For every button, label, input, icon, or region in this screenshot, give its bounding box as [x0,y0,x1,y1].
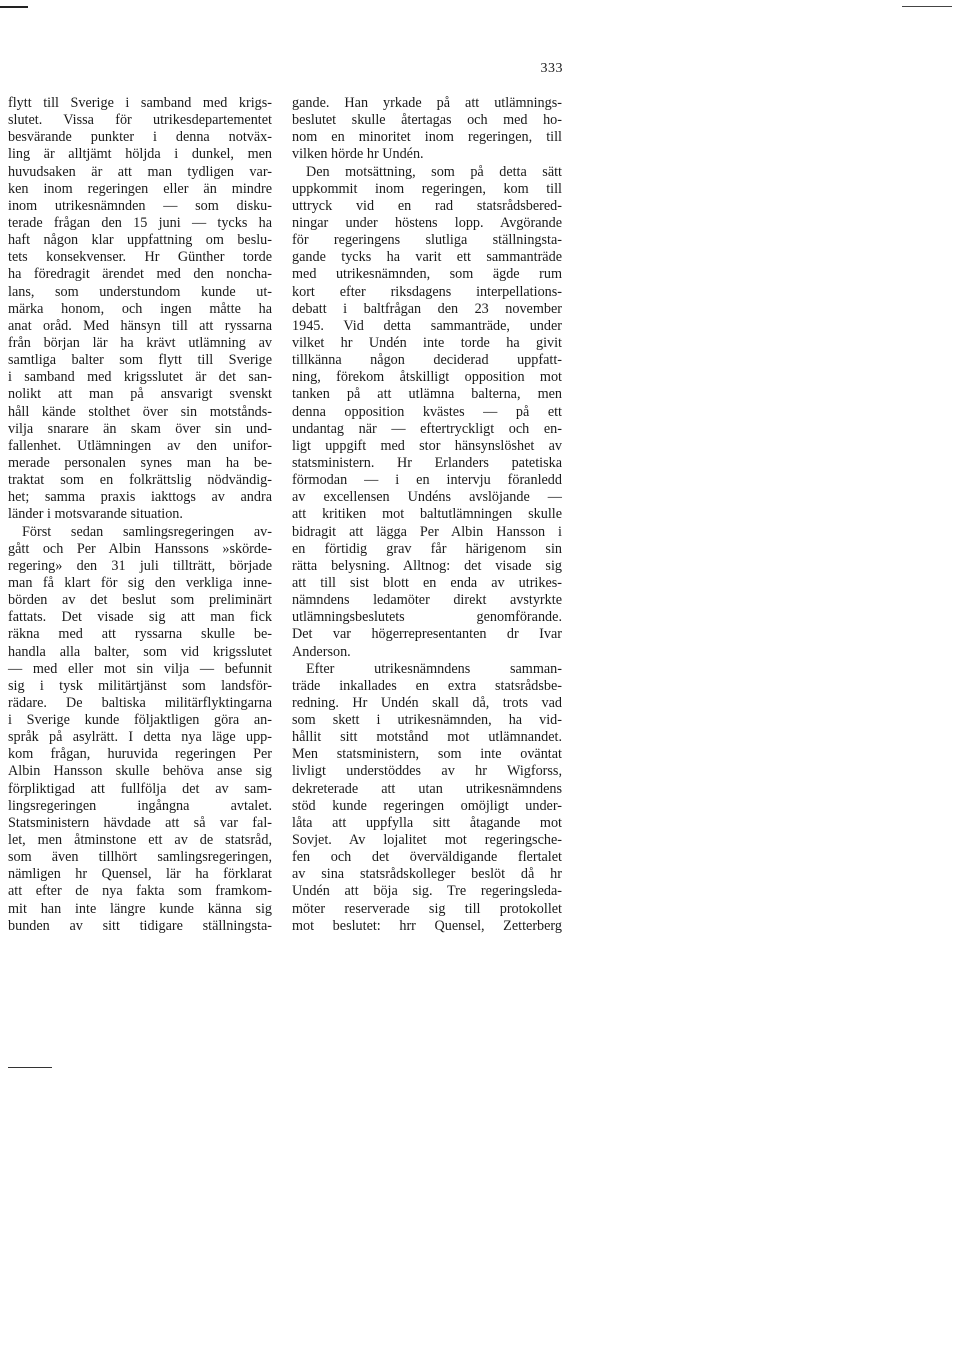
text-line: tets konsekvenser. Hr Günther torde [8,249,272,266]
text-line: lingsregeringen ingångna avtalet. [8,797,272,814]
text-line: — med eller mot sin vilja — befunnit [8,660,272,677]
text-line: ning, förekom åtskilligt opposition mot [292,369,562,386]
text-line: kort efter riksdagens interpellations- [292,283,562,300]
text-line: man få klart för sig den verkliga inne- [8,574,272,591]
text-line: Sovjet. Av lojalitet mot regeringsche- [292,832,562,849]
text-line: tanken på att utlämna balterna, men [292,386,562,403]
text-line: räkna med att ryssarna skulle be- [8,626,272,643]
text-line: som även tillhört samlingsregeringen, [8,849,272,866]
text-line: ken inom regeringen eller än mindre [8,180,272,197]
text-line: Albin Hansson skulle behöva anse sig [8,763,272,780]
text-line: språk på asylrätt. I detta nya läge upp- [8,729,272,746]
text-line: 1945. Vid detta sammanträde, under [292,317,562,334]
text-line: het; samma praxis iakttogs av andra [8,489,272,506]
text-line: gande tycks ha varit ett sammanträde [292,249,562,266]
top-right-rule [902,6,952,7]
text-line: med utrikesnämnden, som ägde rum [292,266,562,283]
text-line: dekreterade att utan utrikesnämndens [292,780,562,797]
text-line: handla alla balter, som vid krigsslutet [8,643,272,660]
page-number: 333 [540,61,563,76]
text-line: Anderson. [292,643,351,660]
text-line: inom utrikesnämnden — som disku- [8,197,272,214]
text-line: regering» den 31 juli tillträtt, började [8,557,272,574]
text-line: hållit sitt motstånd mot utlämnandet. [292,729,562,746]
text-line: gått och Per Albin Hanssons »skörde- [8,540,272,557]
text-line: av sina statsrådskolleger beslöt då hr [292,866,562,883]
text-line: en förtidig grav får härigenom sin [292,540,562,557]
text-line: anat oråd. Med hänsyn till att ryssarna [8,317,272,334]
text-line: träde inkallades en extra statsrådsbe- [292,677,562,694]
text-line: fen och det överväldigande flertalet [292,849,562,866]
text-line: vilja snarare än skam över sin und- [8,420,272,437]
text-line: nämligen hr Quensel, lär ha förklarat [8,866,272,883]
text-line: slutet. Vissa för utrikesdepartementet [8,112,272,129]
text-line: ningar under höstens lopp. Avgörande [292,214,562,231]
right-column [292,95,562,935]
text-line: tillkänna någon deciderad uppfatt- [292,352,562,369]
text-line: nolikt att man på ansvarigt svenskt [8,386,272,403]
text-line: redning. Hr Undén skall då, trots vad [292,694,562,711]
left-column [8,95,272,935]
text-line: för regeringens slutliga ställningsta- [292,232,562,249]
text-line: i Sverige kunde följaktligen göra an- [8,712,272,729]
text-line: traktat som en folkrättslig nödvändig- [8,472,272,489]
text-line: huvudsaken är att man tydligen var- [8,163,272,180]
text-line: flytt till Sverige i samband med krigs- [8,95,272,111]
text-line: förmodan — i en intervju föranledd [292,472,562,489]
text-line: undantag när — eftertryckligt och en- [292,420,562,437]
text-line: Undén att böja sig. Tre regeringsleda- [292,883,562,900]
text-line: beslutet skulle återtagas och med ho- [292,112,562,129]
text-line: haft någon klar uppfattning om beslu- [8,232,272,249]
text-line: uppkommit inom regeringen, kom till [292,180,562,197]
text-line: Först sedan samlingsregeringen av- [22,523,272,540]
text-line: sig i tysk militärtjänst som landsför- [8,677,272,694]
text-line: besvärande punkter i denna notväx- [8,129,272,146]
text-line: Statsministern hävdade att så var fal- [8,814,272,831]
text-line: att till sist blott en enda av utrikes- [292,574,562,591]
text-line: att kritiken mot baltutlämningen skulle [292,506,562,523]
text-line: Det var högerrepresentanten dr Ivar [292,626,562,643]
text-line: rädare. De baltiska militärflyktingarna [8,694,272,711]
text-line: börden av det beslut som preliminärt [8,592,272,609]
text-line: merade personalen synes man ha be- [8,454,272,471]
text-line: möter reserverade sig till protokollet [292,900,562,917]
text-line: statsministern. Hr Erlanders patetiska [292,454,562,471]
text-line: terade frågan den 15 juni — tycks ha [8,214,272,231]
text-line: Den motsättning, som på detta sätt [306,163,562,180]
text-line: nämndens ledamöter direkt avstyrkte [292,592,562,609]
text-line: låta att uppfylla sitt åtagande mot [292,814,562,831]
footnote-rule [8,1067,52,1068]
text-line: fallenhet. Utlämningen av den unifor- [8,437,272,454]
text-line: Efter utrikesnämndens samman- [306,660,562,677]
text-line: let, men åtminstone ett av de statsråd, [8,832,272,849]
text-line: vilket hr Undén inte torde ha givit [292,334,562,351]
text-line: i samband med krigsslutet är det san- [8,369,272,386]
text-line: mit han inte längre kunde känna sig [8,900,272,917]
text-line: lans, som understundom kunde ut- [8,283,272,300]
text-line: gande. Han yrkade på att utlämnings- [292,95,562,111]
text-line: livligt understöddes av hr Wigforss, [292,763,562,780]
text-line: ling är alltjämt höljda i dunkel, men [8,146,272,163]
text-line: stöd kunde regeringen omöjligt under- [292,797,562,814]
text-line: bidragit att lägga Per Albin Hansson i [292,523,562,540]
text-line: från början lär ha krävt utlämning av [8,334,272,351]
top-left-rule [0,6,28,8]
text-line: samtliga balter som flytt till Sverige [8,352,272,369]
text-line: debatt i baltfrågan den 23 november [292,300,562,317]
text-line: mot beslutet: hrr Quensel, Zetterberg [292,917,562,934]
text-line: Men statsministern, som inte oväntat [292,746,562,763]
text-line: denna opposition kvästes — på ett [292,403,562,420]
text-line: utlämningsbeslutets genomförande. [292,609,562,626]
text-line: länder i motsvarande situation. [8,506,183,523]
text-line: av excellensen Undéns avslöjande — [292,489,562,506]
text-line: nom en minoritet inom regeringen, till [292,129,562,146]
text-line: att efter de nya fakta som framkom- [8,883,272,900]
text-line: som skett i utrikesnämnden, ha vid- [292,712,562,729]
text-line: vilken hörde hr Undén. [292,146,424,163]
text-line: uttryck vid en rad statsrådsbered- [292,197,562,214]
text-line: förpliktigad att fullfölja det av sam- [8,780,272,797]
text-line: håll kände stolthet över sin motstånds- [8,403,272,420]
text-line: bunden av sitt tidigare ställningsta- [8,917,272,934]
text-line: ligt uppgift med stor hänsynslöshet av [292,437,562,454]
text-line: ha föredragit ärendet med den noncha- [8,266,272,283]
text-line: kom frågan, huruvida regeringen Per [8,746,272,763]
text-line: fattats. Det visade sig att man fick [8,609,272,626]
text-line: märka honom, och ingen måtte ha [8,300,272,317]
text-line: rätta belysning. Alltnog: det visade sig [292,557,562,574]
